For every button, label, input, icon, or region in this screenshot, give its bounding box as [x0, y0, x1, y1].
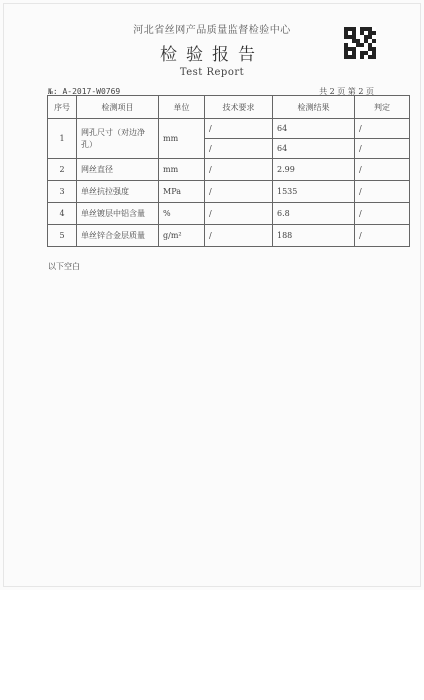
cell-requirement: /: [205, 203, 273, 225]
cell-requirement: /: [205, 225, 273, 247]
header-requirement: 技术要求: [205, 96, 273, 119]
table-row: [48, 225, 410, 247]
cell-unit: g/m²: [159, 225, 205, 247]
cell-result: 64: [273, 119, 355, 139]
table-header-row: [48, 96, 410, 119]
cell-result: 1535: [273, 181, 355, 203]
cell-unit: MPa: [159, 181, 205, 203]
cell-verdict: /: [355, 203, 410, 225]
cell-item: 单丝锌合金层质量: [77, 225, 159, 247]
cell-no: 3: [48, 181, 77, 203]
results-table: [47, 95, 410, 247]
cell-requirement: /: [205, 119, 273, 139]
page-info: 共 2 页 第 2 页: [319, 87, 374, 96]
table-row: [48, 203, 410, 225]
cell-item: 单丝镀层中铝含量: [77, 203, 159, 225]
cell-verdict: /: [355, 139, 410, 159]
cell-no: 2: [48, 159, 77, 181]
header-result: 检测结果: [273, 96, 355, 119]
cell-requirement: /: [205, 139, 273, 159]
cell-result: 64: [273, 139, 355, 159]
cell-result: 6.8: [273, 203, 355, 225]
report-subtitle: Test Report: [179, 67, 245, 78]
report-number: №: A-2017-W0769: [48, 87, 121, 96]
cell-unit: mm: [159, 159, 205, 181]
cell-item: 单丝抗拉强度: [77, 181, 159, 203]
cell-unit: mm: [159, 119, 205, 159]
report-title: 检验报告: [160, 45, 264, 65]
cell-item: 网丝直径: [77, 159, 159, 181]
table-row: [48, 181, 410, 203]
cell-no: 1: [48, 119, 77, 159]
header-item: 检测项目: [77, 96, 159, 119]
cell-requirement: /: [205, 181, 273, 203]
cell-result: 2.99: [273, 159, 355, 181]
cell-no: 4: [48, 203, 77, 225]
cell-item: 网孔尺寸（对边净孔）: [77, 119, 159, 159]
cell-verdict: /: [355, 119, 410, 139]
qr-code-icon: [344, 27, 376, 59]
cell-verdict: /: [355, 159, 410, 181]
organization-name: 河北省丝网产品质量监督检验中心: [133, 25, 291, 36]
cell-result: 188: [273, 225, 355, 247]
cell-verdict: /: [355, 225, 410, 247]
end-of-data-note: 以下空白: [48, 262, 80, 271]
cell-no: 5: [48, 225, 77, 247]
header-verdict: 判定: [355, 96, 410, 119]
header-unit: 单位: [159, 96, 205, 119]
cell-verdict: /: [355, 181, 410, 203]
cell-requirement: /: [205, 159, 273, 181]
cell-unit: %: [159, 203, 205, 225]
header-no: 序号: [48, 96, 77, 119]
table-row: [48, 119, 410, 139]
table-row: [48, 159, 410, 181]
